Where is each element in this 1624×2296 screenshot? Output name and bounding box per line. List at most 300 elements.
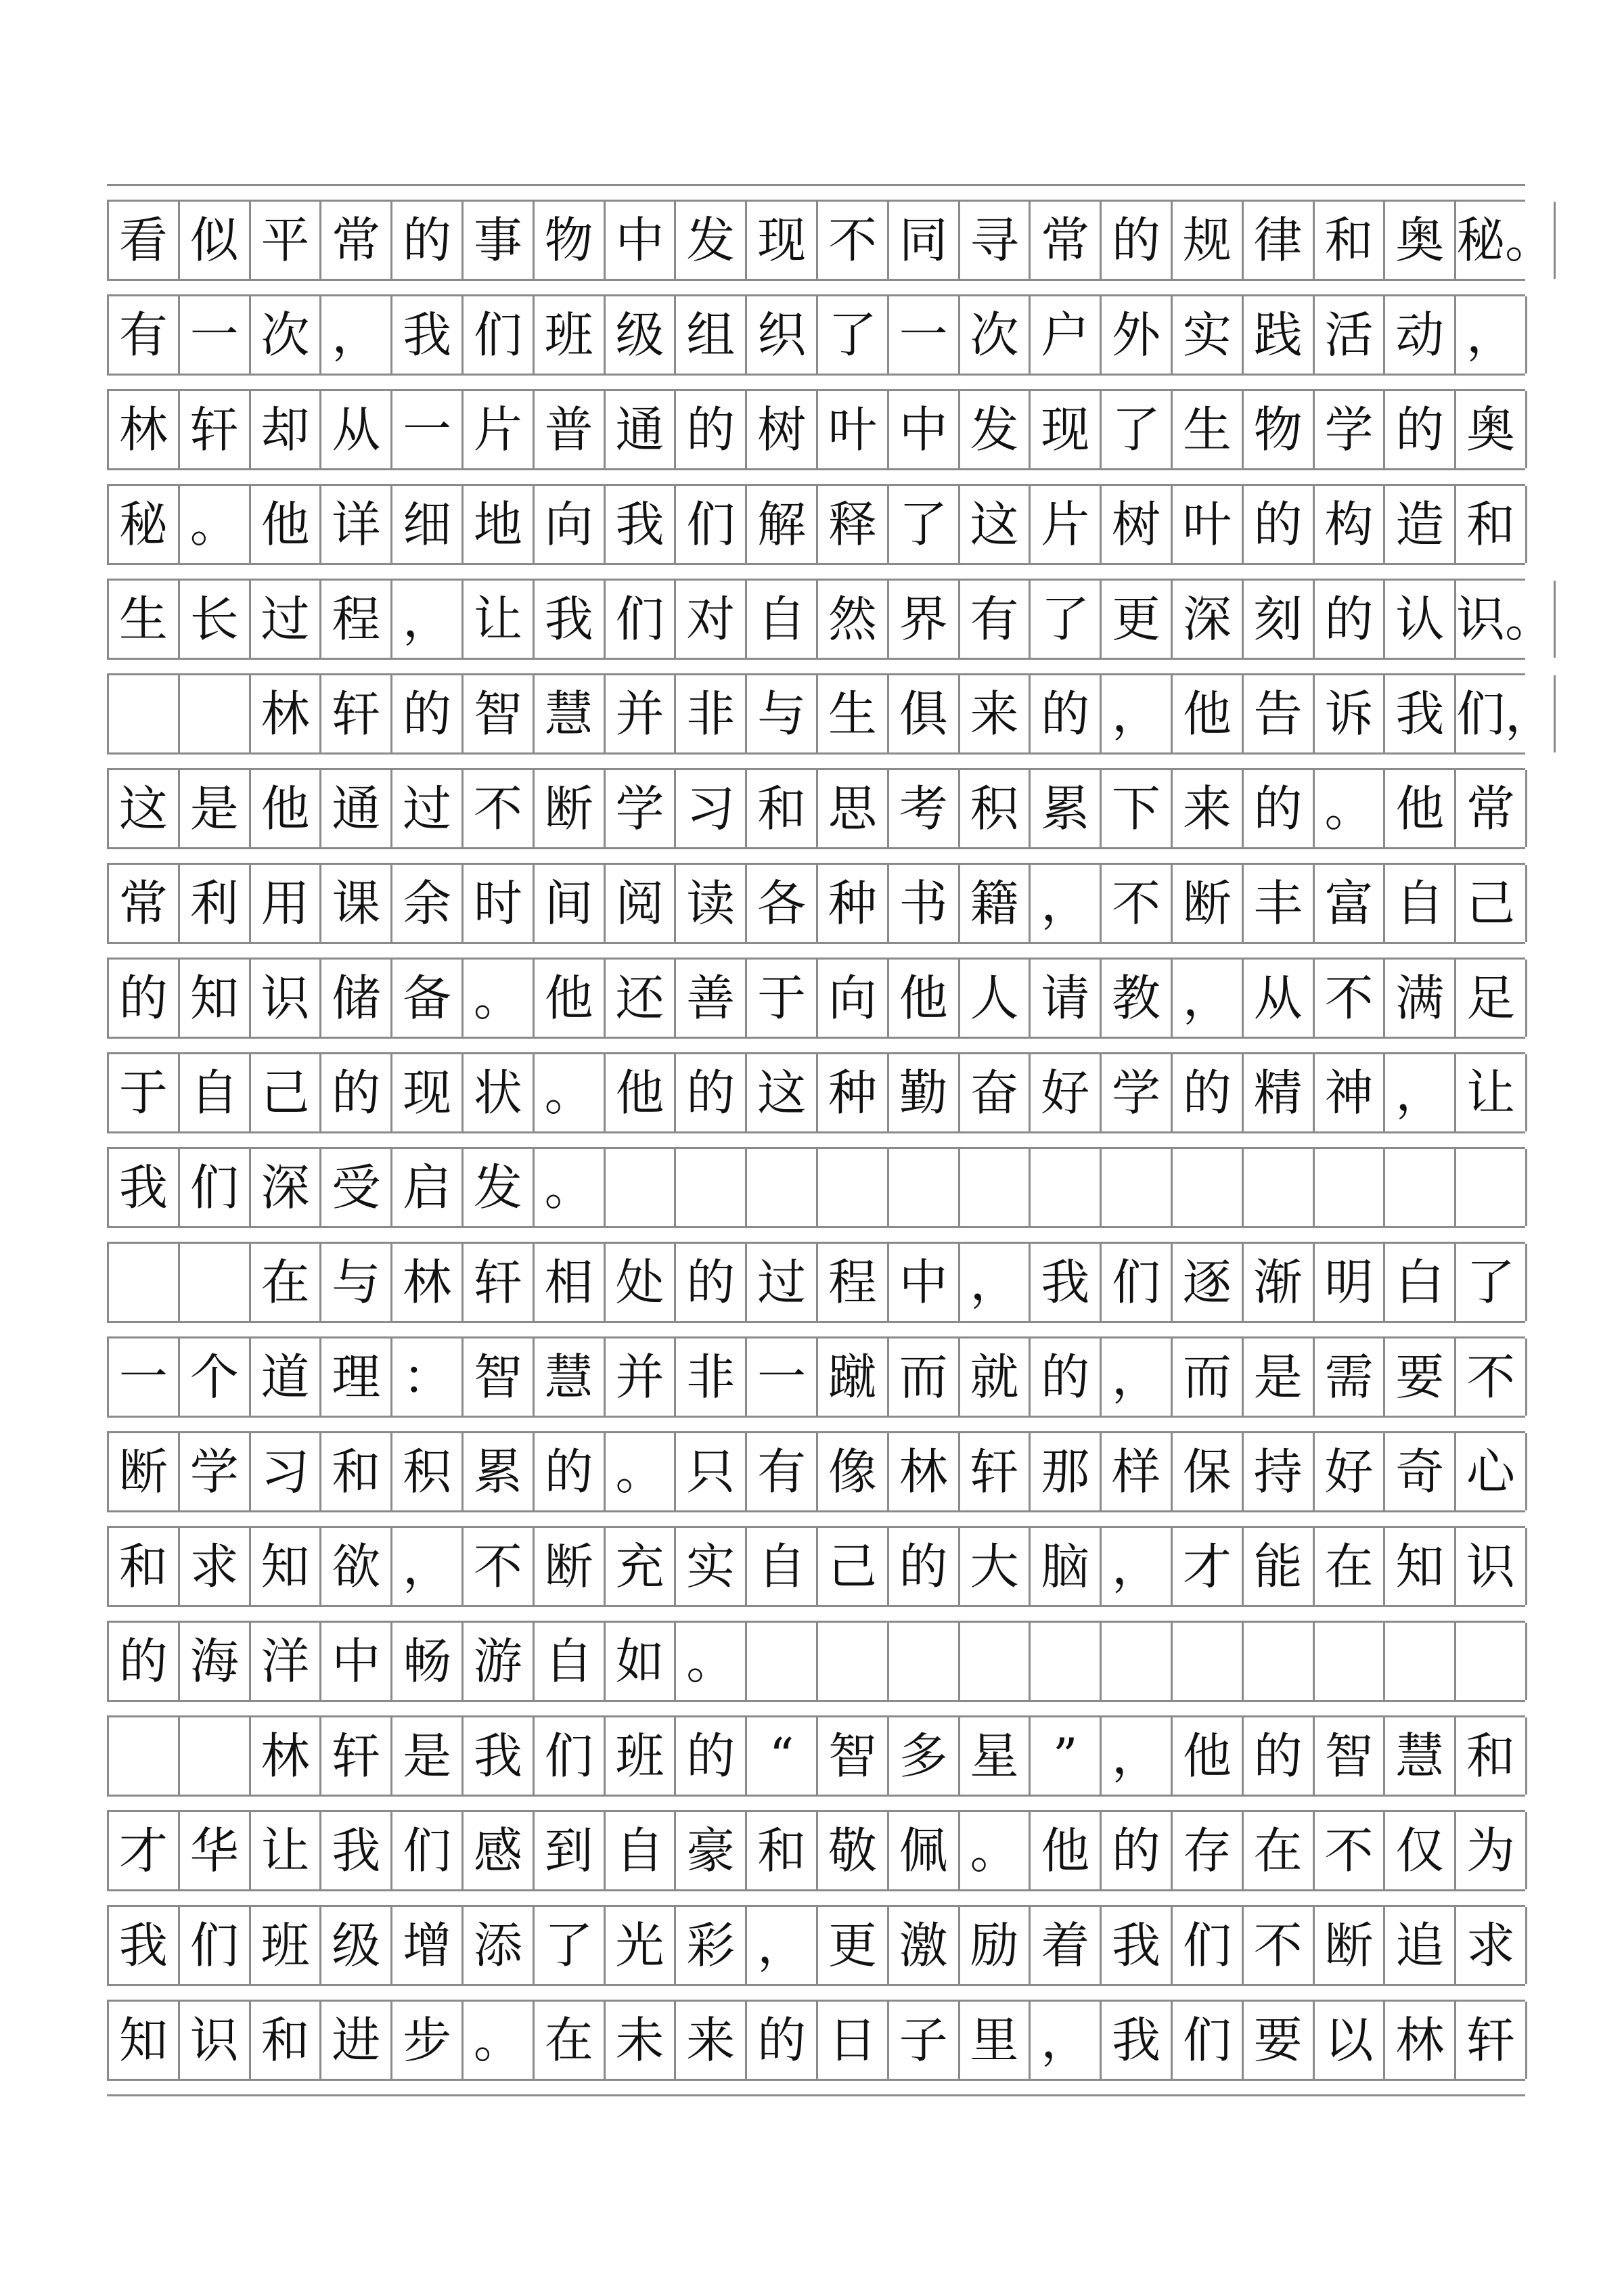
- grid-cell: 过: [392, 770, 464, 847]
- grid-cell: ，: [1102, 1528, 1173, 1605]
- grid-cell: 学: [1102, 1054, 1173, 1131]
- grid-cell: ，: [1456, 296, 1527, 374]
- grid-cell: 林: [109, 391, 180, 468]
- grid-cell: 常: [109, 865, 180, 942]
- text-row: [107, 1433, 1525, 1510]
- grid-cell: 深: [251, 1149, 322, 1226]
- grid-cell: 过: [747, 1244, 818, 1321]
- grid-cell: 常: [321, 202, 392, 279]
- grid-cell: 和: [251, 2002, 322, 2079]
- grid-cell: 同: [889, 202, 960, 279]
- grid-cell: [606, 1149, 677, 1226]
- grid-cell: 累: [1031, 770, 1102, 847]
- grid-cell: ，: [1102, 1717, 1173, 1795]
- text-row: [107, 1812, 1525, 1889]
- grid-cell: 解: [747, 486, 818, 563]
- text-row: [107, 675, 1554, 752]
- grid-cell: 从: [321, 391, 392, 468]
- grid-cell: 己: [818, 1528, 889, 1605]
- grid-cell: 我: [109, 1149, 180, 1226]
- grid-cell: 感: [464, 1812, 535, 1889]
- grid-cell: 们，: [1456, 675, 1556, 752]
- grid-cell: 这: [109, 770, 180, 847]
- grid-cell: 实: [676, 1528, 747, 1605]
- grid-cell: 。: [464, 2002, 535, 2079]
- grid-cell: 班: [535, 296, 606, 374]
- grid-cell: 的: [676, 391, 747, 468]
- grid-cell: 规: [1173, 202, 1244, 279]
- grid-cell: 的: [676, 1054, 747, 1131]
- row-gap: [107, 1889, 1525, 1907]
- grid-cell: 组: [676, 296, 747, 374]
- grid-cell: 逐: [1173, 1244, 1244, 1321]
- text-row: [107, 1054, 1525, 1131]
- grid-cell: 求: [180, 1528, 251, 1605]
- grid-cell: 丰: [1244, 865, 1315, 942]
- row-gap: [107, 279, 1525, 296]
- grid-cell: 。: [1315, 770, 1386, 847]
- grid-cell: 教: [1102, 960, 1173, 1037]
- grid-cell: 与: [747, 675, 818, 752]
- grid-cell: 不: [1244, 1907, 1315, 1984]
- grid-cell: 学: [180, 1433, 251, 1510]
- grid-cell: 了: [1031, 581, 1102, 658]
- grid-cell: 种: [818, 1054, 889, 1131]
- grid-cell: [889, 1623, 960, 1700]
- grid-cell: ，: [392, 581, 464, 658]
- grid-cell: 中: [606, 202, 677, 279]
- grid-cell: 的: [747, 2002, 818, 2079]
- row-gap: [107, 374, 1525, 391]
- grid-cell: 事: [464, 202, 535, 279]
- grid-cell: 们: [180, 1907, 251, 1984]
- grid-cell: 生: [109, 581, 180, 658]
- grid-cell: 渐: [1244, 1244, 1315, 1321]
- grid-cell: ，: [747, 1907, 818, 1984]
- grid-cell: 利: [180, 865, 251, 942]
- text-row: [107, 1149, 1525, 1226]
- grid-cell: 识: [180, 2002, 251, 2079]
- text-row: [107, 391, 1525, 468]
- grid-cell: 为: [1456, 1812, 1527, 1889]
- grid-cell: 书: [889, 865, 960, 942]
- grid-cell: 俱: [889, 675, 960, 752]
- grid-cell: 一: [180, 296, 251, 374]
- grid-cell: 。: [960, 1812, 1031, 1889]
- grid-cell: 的: [535, 1433, 606, 1510]
- grid-cell: 精: [1244, 1054, 1315, 1131]
- grid-cell: 级: [606, 296, 677, 374]
- grid-cell: 发: [464, 1149, 535, 1226]
- grid-cell: 就: [960, 1338, 1031, 1416]
- grid-cell: 备: [392, 960, 464, 1037]
- grid-cell: 们: [676, 486, 747, 563]
- grid-cell: 追: [1385, 1907, 1456, 1984]
- grid-cell: 们: [180, 1149, 251, 1226]
- grid-cell: 增: [392, 1907, 464, 1984]
- grid-cell: 不: [1456, 1338, 1527, 1416]
- grid-cell: 步: [392, 2002, 464, 2079]
- grid-cell: 慧: [1385, 1717, 1456, 1795]
- row-gap: [107, 1984, 1525, 2002]
- grid-cell: 佩: [889, 1812, 960, 1889]
- grid-cell: 慧: [535, 675, 606, 752]
- grid-cell: 们: [606, 581, 677, 658]
- grid-cell: 他: [251, 770, 322, 847]
- grid-cell: 。: [535, 1054, 606, 1131]
- grid-cell: 我: [1102, 1907, 1173, 1984]
- grid-cell: 自: [747, 1528, 818, 1605]
- text-row: [107, 2002, 1525, 2079]
- row-gap: [107, 1037, 1525, 1054]
- grid-cell: 保: [1173, 1433, 1244, 1510]
- grid-cell: 一: [392, 391, 464, 468]
- grid-cell: 他: [606, 1054, 677, 1131]
- grid-cell: [818, 1623, 889, 1700]
- grid-cell: 生: [818, 675, 889, 752]
- row-gap: [107, 1131, 1525, 1149]
- grid-cell: 像: [818, 1433, 889, 1510]
- text-row: [107, 1623, 1525, 1700]
- grid-cell: 富: [1315, 865, 1386, 942]
- grid-cell: 在: [1315, 1528, 1386, 1605]
- grid-cell: 才: [1173, 1528, 1244, 1605]
- grid-cell: 诉: [1315, 675, 1386, 752]
- grid-cell: 断: [535, 770, 606, 847]
- grid-cell: 释: [818, 486, 889, 563]
- grid-cell: 足: [1456, 960, 1527, 1037]
- grid-cell: [1031, 1149, 1102, 1226]
- grid-cell: 与: [321, 1244, 392, 1321]
- grid-cell: 我: [1385, 675, 1456, 752]
- grid-cell: 海: [180, 1623, 251, 1700]
- grid-cell: 能: [1244, 1528, 1315, 1605]
- grid-cell: 们: [535, 1717, 606, 1795]
- grid-cell: 大: [960, 1528, 1031, 1605]
- grid-cell: 样: [1102, 1433, 1173, 1510]
- grid-cell: 的: [1031, 675, 1102, 752]
- grid-cell: 让: [1456, 1054, 1527, 1131]
- grid-cell: 中: [321, 1623, 392, 1700]
- grid-cell: 识: [1456, 1528, 1527, 1605]
- grid-cell: 种: [818, 865, 889, 942]
- grid-cell: 奥: [1385, 202, 1456, 279]
- grid-cell: 是: [180, 770, 251, 847]
- grid-cell: 我: [464, 1717, 535, 1795]
- grid-cell: 自: [180, 1054, 251, 1131]
- grid-cell: 慧: [535, 1338, 606, 1416]
- grid-cell: 们: [1173, 1907, 1244, 1984]
- grid-cell: 过: [251, 581, 322, 658]
- grid-cell: 了: [889, 486, 960, 563]
- grid-cell: 用: [251, 865, 322, 942]
- grid-cell: 游: [464, 1623, 535, 1700]
- grid-cell: 。: [464, 960, 535, 1037]
- row-gap: [107, 468, 1525, 486]
- grid-cell: 我: [392, 296, 464, 374]
- grid-cell: [676, 1149, 747, 1226]
- grid-cell: 学: [1315, 391, 1386, 468]
- grid-cell: 中: [889, 391, 960, 468]
- grid-cell: 个: [180, 1338, 251, 1416]
- grid-cell: 进: [321, 2002, 392, 2079]
- grid-cell: 片: [1031, 486, 1102, 563]
- grid-cell: 星: [960, 1717, 1031, 1795]
- grid-cell: 和: [1456, 1717, 1527, 1795]
- grid-cell: 常: [1031, 202, 1102, 279]
- grid-cell: 林: [889, 1433, 960, 1510]
- grid-cell: 寻: [960, 202, 1031, 279]
- grid-cell: [109, 1244, 180, 1321]
- grid-cell: 我: [109, 1907, 180, 1984]
- grid-cell: 不: [818, 202, 889, 279]
- grid-cell: 断: [1173, 865, 1244, 942]
- grid-cell: [1456, 1623, 1527, 1700]
- grid-cell: [1385, 1149, 1456, 1226]
- grid-cell: 光: [606, 1907, 677, 1984]
- grid-cell: 豪: [676, 1812, 747, 1889]
- grid-cell: 树: [747, 391, 818, 468]
- grid-cell: 次: [960, 296, 1031, 374]
- grid-cell: [1244, 1149, 1315, 1226]
- grid-cell: 实: [1173, 296, 1244, 374]
- grid-cell: 多: [889, 1717, 960, 1795]
- grid-cell: [960, 1623, 1031, 1700]
- grid-cell: 是: [1244, 1338, 1315, 1416]
- grid-cell: 智: [464, 675, 535, 752]
- grid-cell: 于: [747, 960, 818, 1037]
- grid-cell: 知: [251, 1528, 322, 1605]
- grid-cell: 次: [251, 296, 322, 374]
- grid-cell: 的: [392, 675, 464, 752]
- grid-cell: 他: [1385, 770, 1456, 847]
- grid-cell: 告: [1244, 675, 1315, 752]
- text-row: [107, 202, 1554, 279]
- grid-cell: 勤: [889, 1054, 960, 1131]
- grid-cell: 的: [889, 1528, 960, 1605]
- grid-cell: ，: [960, 1244, 1031, 1321]
- grid-cell: 脑: [1031, 1528, 1102, 1605]
- grid-cell: 非: [676, 675, 747, 752]
- grid-cell: 班: [251, 1907, 322, 1984]
- grid-cell: 子: [889, 2002, 960, 2079]
- grid-cell: “: [747, 1717, 818, 1795]
- grid-cell: 的: [392, 202, 464, 279]
- grid-cell: 通: [321, 770, 392, 847]
- grid-cell: 于: [109, 1054, 180, 1131]
- grid-cell: 造: [1385, 486, 1456, 563]
- grid-cell: 奥: [1456, 391, 1527, 468]
- writing-grid: [107, 184, 1554, 2096]
- grid-cell: 不: [1315, 960, 1386, 1037]
- grid-cell: 断: [1315, 1907, 1386, 1984]
- grid-cell: 林: [392, 1244, 464, 1321]
- grid-cell: 看: [109, 202, 180, 279]
- grid-cell: 秘。: [1456, 202, 1556, 279]
- grid-cell: 里: [960, 2002, 1031, 2079]
- grid-cell: 储: [321, 960, 392, 1037]
- grid-cell: 向: [818, 960, 889, 1037]
- grid-cell: 们: [1173, 2002, 1244, 2079]
- grid-cell: 而: [889, 1338, 960, 1416]
- grid-cell: 常: [1456, 770, 1527, 847]
- grid-cell: 。: [676, 1623, 747, 1700]
- grid-cell: 并: [606, 675, 677, 752]
- grid-cell: ，: [392, 1528, 464, 1605]
- grid-cell: [960, 1149, 1031, 1226]
- row-gap: [107, 184, 1525, 202]
- grid-cell: [180, 1717, 251, 1795]
- grid-cell: 不: [464, 770, 535, 847]
- grid-cell: 满: [1385, 960, 1456, 1037]
- grid-cell: 林: [251, 675, 322, 752]
- grid-cell: 的: [1244, 770, 1315, 847]
- grid-cell: 积: [960, 770, 1031, 847]
- grid-cell: 着: [1031, 1907, 1102, 1984]
- grid-cell: 要: [1385, 1338, 1456, 1416]
- grid-cell: 充: [606, 1528, 677, 1605]
- grid-cell: 自: [606, 1812, 677, 1889]
- grid-cell: [747, 1149, 818, 1226]
- grid-cell: 让: [251, 1812, 322, 1889]
- grid-cell: ，: [1173, 960, 1244, 1037]
- text-row: [107, 865, 1525, 942]
- grid-cell: 织: [747, 296, 818, 374]
- grid-cell: 好: [1315, 1433, 1386, 1510]
- grid-cell: 自: [747, 581, 818, 658]
- grid-cell: 只: [676, 1433, 747, 1510]
- grid-cell: 彩: [676, 1907, 747, 1984]
- grid-cell: 如: [606, 1623, 677, 1700]
- grid-cell: 户: [1031, 296, 1102, 374]
- row-gap: [107, 658, 1525, 675]
- grid-cell: 我: [321, 1812, 392, 1889]
- row-gap: [107, 1510, 1525, 1528]
- grid-cell: 的: [1102, 202, 1173, 279]
- grid-cell: 生: [1173, 391, 1244, 468]
- row-gap: [107, 752, 1525, 770]
- text-row: [107, 1338, 1525, 1416]
- grid-cell: 他: [1031, 1812, 1102, 1889]
- grid-cell: 这: [960, 486, 1031, 563]
- grid-cell: ，: [1102, 1338, 1173, 1416]
- text-row: [107, 1528, 1525, 1605]
- grid-cell: 林: [251, 1717, 322, 1795]
- grid-cell: 轩: [464, 1244, 535, 1321]
- grid-cell: 详: [321, 486, 392, 563]
- grid-cell: 洋: [251, 1623, 322, 1700]
- grid-cell: 课: [321, 865, 392, 942]
- grid-cell: 识: [251, 960, 322, 1037]
- grid-cell: 善: [676, 960, 747, 1037]
- grid-cell: 一: [889, 296, 960, 374]
- grid-cell: ，: [1031, 865, 1102, 942]
- grid-cell: 他: [889, 960, 960, 1037]
- grid-cell: 长: [180, 581, 251, 658]
- grid-cell: 程: [818, 1244, 889, 1321]
- grid-cell: 现: [1031, 391, 1102, 468]
- grid-cell: 一: [109, 1338, 180, 1416]
- grid-cell: ，: [321, 296, 392, 374]
- grid-cell: 下: [1102, 770, 1173, 847]
- grid-cell: 断: [109, 1433, 180, 1510]
- grid-cell: 状: [464, 1054, 535, 1131]
- grid-cell: 读: [676, 865, 747, 942]
- row-gap: [107, 1605, 1525, 1623]
- grid-cell: 叶: [818, 391, 889, 468]
- grid-cell: 知: [180, 960, 251, 1037]
- row-gap: [107, 2079, 1525, 2096]
- grid-cell: 白: [1385, 1244, 1456, 1321]
- grid-cell: 和: [747, 770, 818, 847]
- grid-cell: 在: [535, 2002, 606, 2079]
- grid-cell: [747, 1623, 818, 1700]
- grid-cell: 间: [535, 865, 606, 942]
- grid-cell: 们: [392, 1812, 464, 1889]
- grid-cell: 非: [676, 1338, 747, 1416]
- grid-cell: 识。: [1456, 581, 1556, 658]
- grid-cell: 他: [251, 486, 322, 563]
- grid-cell: 并: [606, 1338, 677, 1416]
- grid-cell: 学: [606, 770, 677, 847]
- grid-cell: 和: [1456, 486, 1527, 563]
- grid-cell: 通: [606, 391, 677, 468]
- grid-cell: 的: [1244, 486, 1315, 563]
- grid-cell: 物: [1244, 391, 1315, 468]
- grid-cell: 发: [676, 202, 747, 279]
- grid-cell: 树: [1102, 486, 1173, 563]
- grid-cell: ，: [1102, 675, 1173, 752]
- grid-cell: ，: [1385, 1054, 1456, 1131]
- grid-cell: [1031, 1623, 1102, 1700]
- grid-cell: 界: [889, 581, 960, 658]
- grid-cell: 求: [1456, 1907, 1527, 1984]
- grid-cell: 的: [676, 1717, 747, 1795]
- grid-cell: 和: [109, 1528, 180, 1605]
- grid-cell: 存: [1173, 1812, 1244, 1889]
- grid-cell: 那: [1031, 1433, 1102, 1510]
- grid-cell: 蹴: [818, 1338, 889, 1416]
- grid-cell: 才: [109, 1812, 180, 1889]
- grid-cell: [1173, 1149, 1244, 1226]
- grid-cell: 神: [1315, 1054, 1386, 1131]
- text-row: [107, 770, 1525, 847]
- grid-cell: 的: [1102, 1812, 1173, 1889]
- grid-cell: 有: [747, 1433, 818, 1510]
- grid-cell: 受: [321, 1149, 392, 1226]
- grid-cell: 然: [818, 581, 889, 658]
- grid-cell: 从: [1244, 960, 1315, 1037]
- grid-cell: 道: [251, 1338, 322, 1416]
- grid-cell: 的: [676, 1244, 747, 1321]
- grid-cell: 平: [251, 202, 322, 279]
- grid-cell: 秘: [109, 486, 180, 563]
- grid-cell: 各: [747, 865, 818, 942]
- grid-cell: 叶: [1173, 486, 1244, 563]
- grid-cell: 心: [1456, 1433, 1527, 1510]
- grid-cell: 考: [889, 770, 960, 847]
- grid-cell: 更: [818, 1907, 889, 1984]
- grid-cell: [1102, 1623, 1173, 1700]
- text-row: [107, 486, 1525, 563]
- grid-cell: 时: [464, 865, 535, 942]
- grid-cell: 。: [535, 1149, 606, 1226]
- grid-cell: 更: [1102, 581, 1173, 658]
- text-row: [107, 1717, 1525, 1795]
- row-gap: [107, 1795, 1525, 1812]
- grid-cell: 的: [109, 1623, 180, 1700]
- grid-cell: 细: [392, 486, 464, 563]
